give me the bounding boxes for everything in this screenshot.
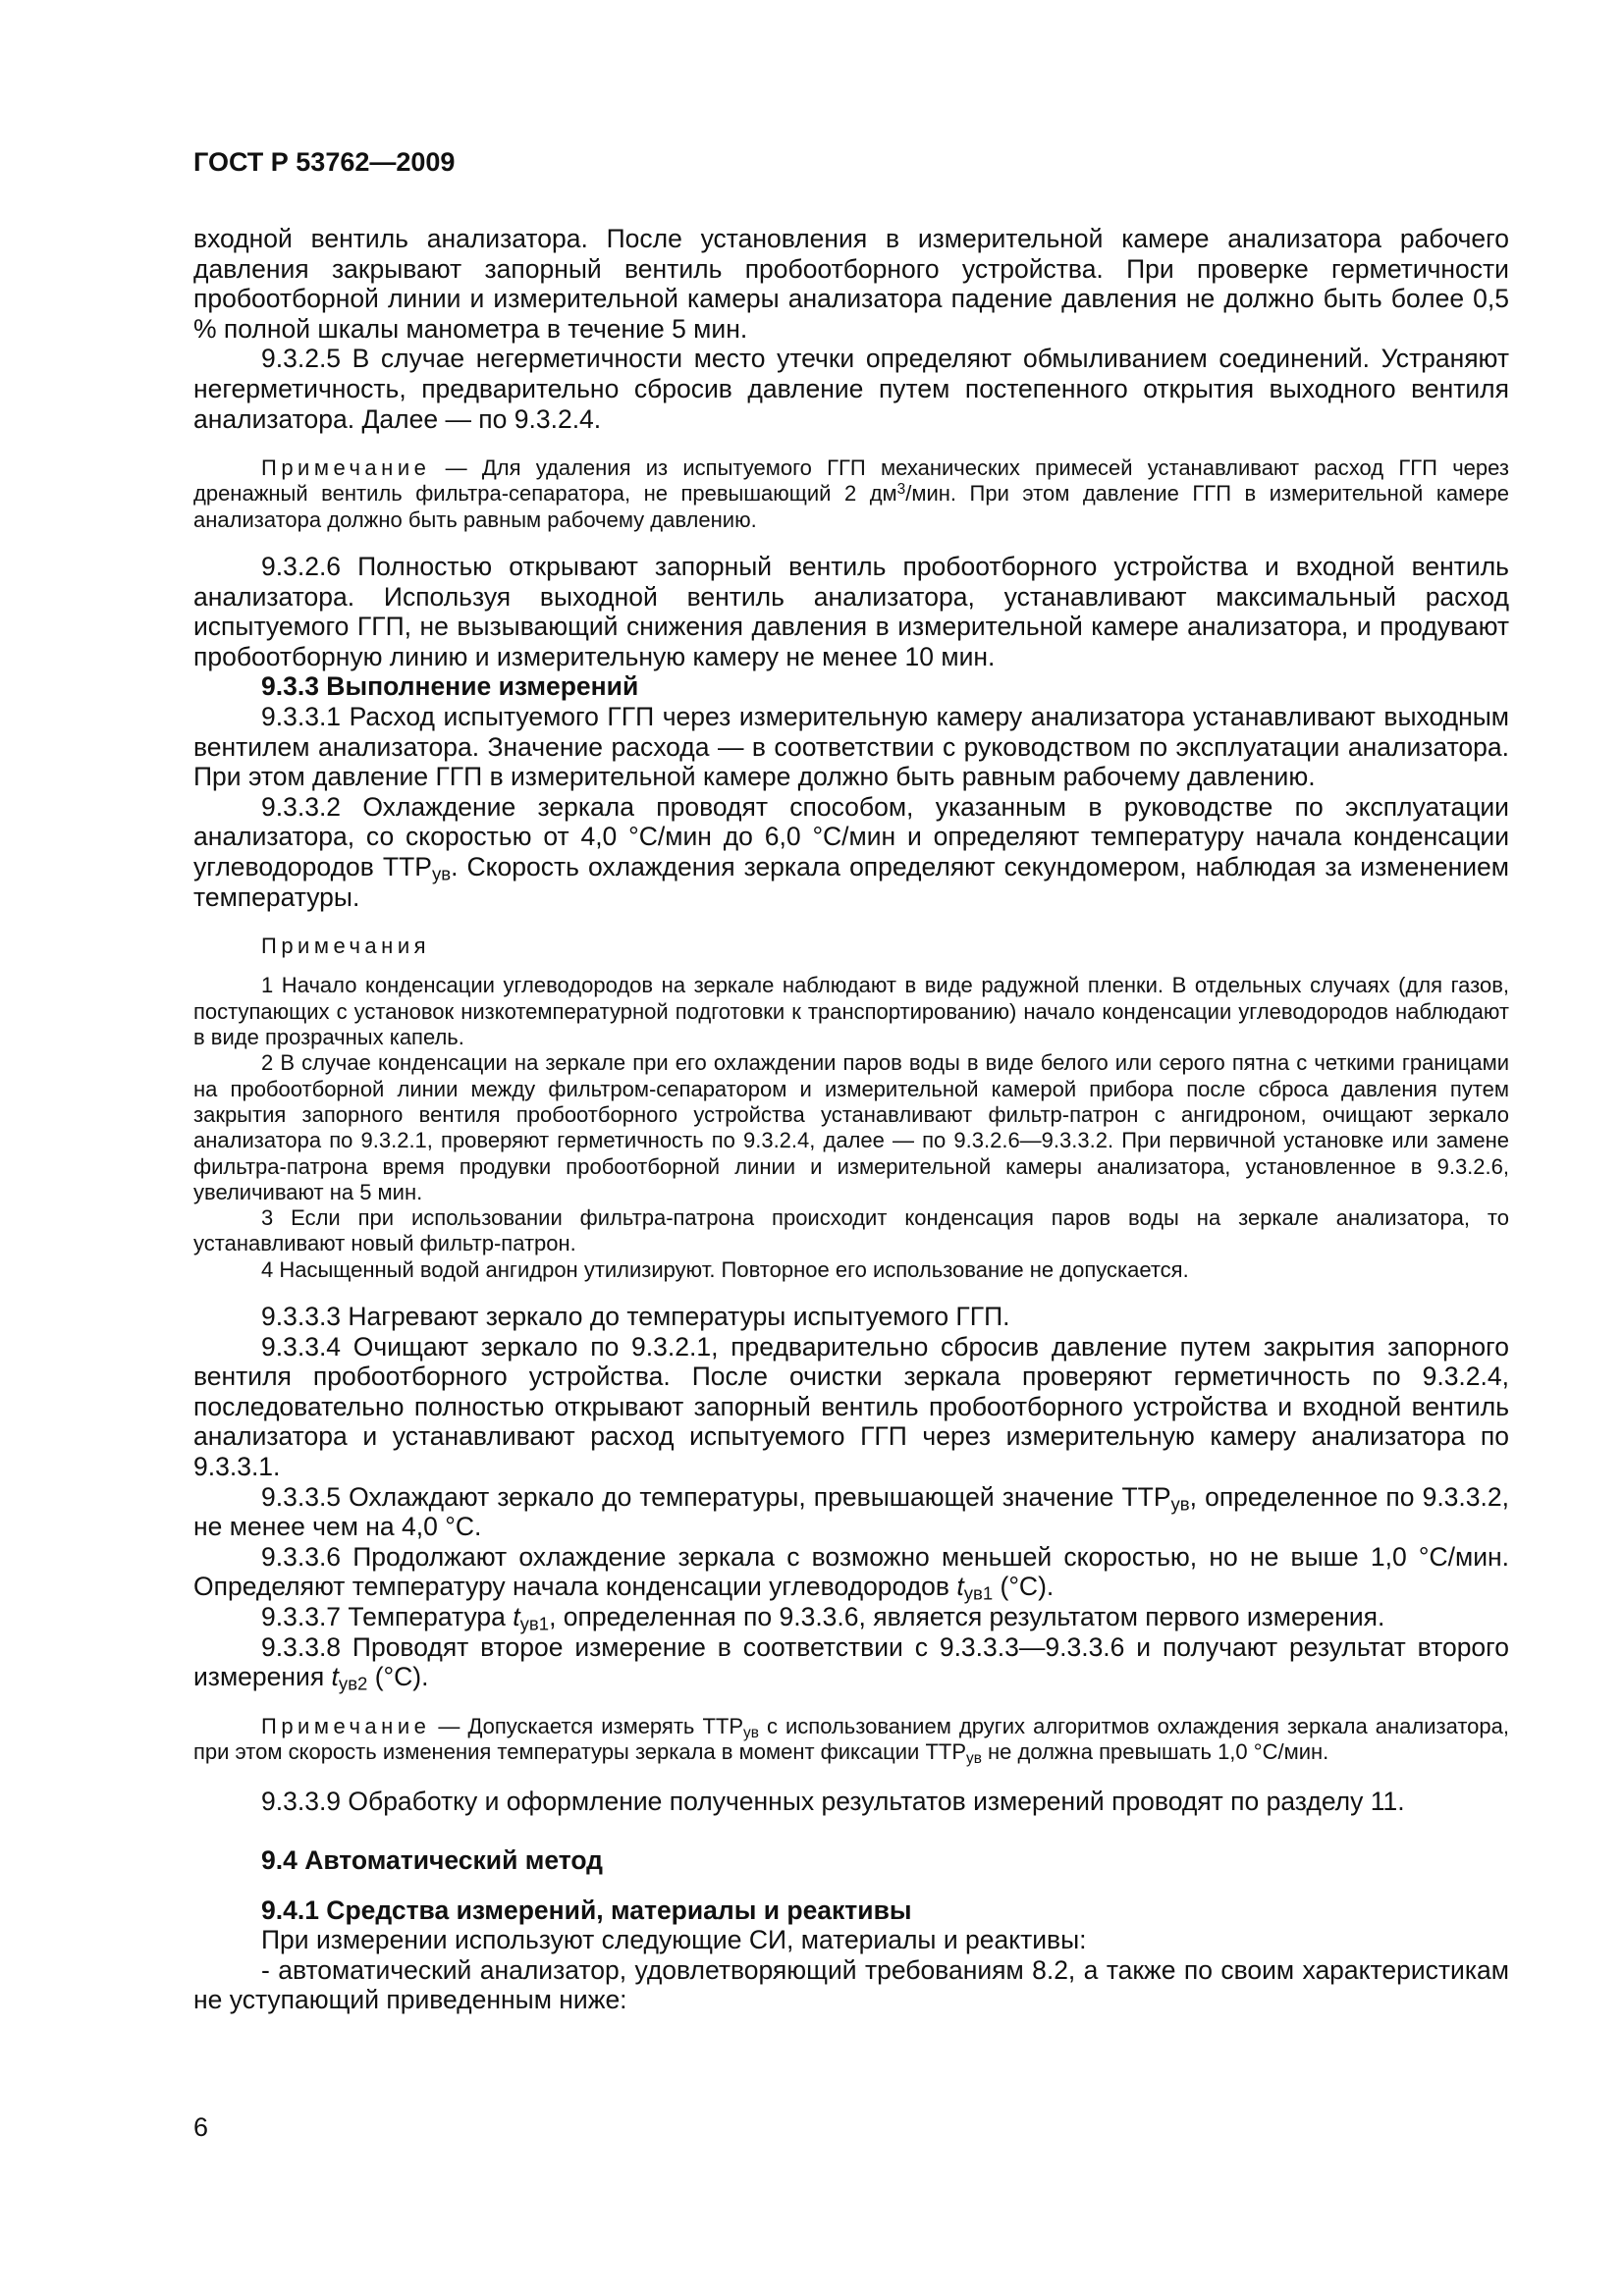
note-2: 2 В случае конденсации на зеркале при его охлаждении паров воды в виде белого или серого пятна с четкими границами на пробоотборной линии между фильтром-сепаратором и измерительной камерой прибора после сброса давления путем закрытия запорного вентиля пробоотборного устройства устанавливают фильтр-патрон с ангидроном, очищают зеркало анализатора по 9.3.2.1, проверяют герметичность по 9.3.2.4, далее — по 9.3.2.6—9.3.3.2. При первичной установке или замене фильтра-патрона время продувки пробоотборной линии и измерительной камеры анализатора, установленное в 9.3.2.6, увеличивают на 5 мин.	[193, 1050, 1509, 1204]
paragraph-9-3-3-1: 9.3.3.1 Расход испытуемого ГГП через измерительную камеру анализатора устанавливают выходным вентилем анализатора. Значение расхода — в соответствии с руководством по эксплуатации анализатора. При этом давление ГГП в измерительной камере должно быть равным рабочему давлению.	[193, 702, 1509, 792]
subscript-2: ув	[966, 1749, 982, 1767]
notes-label	[193, 934, 1509, 959]
note-text-c: не должна превышать 1,0 °С/мин.	[981, 1739, 1329, 1765]
symbol-t: t	[513, 1601, 520, 1631]
paragraph-continuation: входной вентиль анализатора. После установления в измерительной камере анализатора рабочего давления закрывают запорный вентиль пробоотборного устройства. При проверке герметичности пробоотборной линии и измерительной камеры анализатора падение давления не должно быть более 0,5 % полной шкалы манометра в течение 5 мин.	[193, 224, 1509, 344]
note-4: 4 Насыщенный водой ангидрон утилизируют. Повторное его использование не допускается.	[261, 1256, 1189, 1282]
heading-9-4: 9.4 Автоматический метод	[261, 1844, 604, 1875]
text-b: (°С).	[993, 1572, 1055, 1602]
document-body	[193, 224, 1509, 2015]
notes-label-text: Примечания	[261, 934, 431, 959]
subscript: ув1	[963, 1583, 994, 1604]
standard-header: ГОСТ Р 53762—2009	[193, 147, 456, 177]
subscript: ув2	[338, 1673, 368, 1694]
page-number: 6	[193, 2112, 209, 2142]
subscript: ув	[431, 863, 452, 884]
text-b: (°С).	[367, 1662, 429, 1692]
paragraph-9-3-3-9: 9.3.3.9 Обработку и оформление полученных результатов измерений проводят по разделу 11.	[261, 1787, 1405, 1817]
note-3: 3 Если при использовании фильтра-патрона происходит конденсация паров воды на зеркале анализатора, то устанавливают новый фильтр-патрон.	[193, 1205, 1509, 1256]
paragraph-instruments-intro: При измерении используют следующие СИ, материалы и реактивы:	[261, 1925, 1087, 1955]
paragraph-9-3-2-6: 9.3.2.6 Полностью открывают запорный вентиль пробоотборного устройства и входной вентиль анализатора. Используя выходной вентиль анализатора, устанавливают максимальный расход испытуемого ГГП, не вызывающий снижения давления в измерительной камере анализатора, и продувают пробоотборную линию и измерительную камеру не менее 10 мин.	[193, 552, 1509, 671]
note-text-a: — Для удаления из испытуемого ГГП механических примесей устанавливают расход ГГП через дренажный вентиль фильтра-сепаратора, не превышающий 2 дм	[193, 455, 1509, 507]
list-item-analyzer: - автоматический анализатор, удовлетворяющий требованиям 8.2, а также по своим характеристикам не уступающий приведенным ниже:	[193, 1954, 1509, 2015]
note-label: Примечание	[261, 1713, 431, 1738]
note-text-b: с использованием других алгоритмов охлаждения зеркала анализатора, при этом скорость изменения температуры зеркала в момент фиксации ТТР	[193, 1713, 1509, 1765]
text-tail: . Скорость охлаждения зеркала определяют секундомером, наблюдая за изменением температуры.	[193, 851, 1509, 912]
note-text-b: /мин. При этом давление ГГП в измерительной камере анализатора должно быть равным рабочему давлению.	[193, 481, 1509, 532]
symbol-t: t	[956, 1572, 964, 1602]
text-b: , определенное по 9.3.3.2, не менее чем на 4,0 °С.	[193, 1481, 1509, 1542]
text-a: 9.3.3.5 Охлаждают зеркало до температуры, превышающей значение ТТР	[261, 1481, 1171, 1512]
subscript-1: ув	[743, 1724, 759, 1741]
text-a: 9.3.3.6 Продолжают охлаждение зеркала с возможно меньшей скоростью, но не выше 1,0 °С/мин. Определяют температуру начала конденсации углеводородов	[193, 1541, 1509, 1602]
paragraph-9-3-3-8	[193, 1632, 1509, 1692]
paragraph-9-3-3-2	[193, 792, 1509, 912]
note-algorithm	[193, 1714, 1509, 1766]
note-sup: 3	[896, 481, 906, 499]
subscript: ув	[1170, 1493, 1190, 1515]
note-text-a: — Допускается измерять ТТР	[430, 1713, 743, 1738]
text-a: 9.3.3.7 Температура	[261, 1601, 514, 1631]
note-filter-separator	[193, 455, 1509, 533]
paragraph-9-3-3-7	[193, 1602, 1509, 1632]
paragraph-9-3-3-4: 9.3.3.4 Очищают зеркало по 9.3.2.1, предварительно сбросив давление путем закрытия запорного вентиля пробоотборного устройства. После очистки зеркала проверяют герметичность по 9.3.2.4, последовательно полностью открывают запорный вентиль пробоотборного устройства и входной вентиль анализатора и устанавливают расход испытуемого ГГП через измерительную камеру анализатора по 9.3.3.1.	[193, 1331, 1509, 1481]
symbol-t: t	[331, 1662, 339, 1692]
text-b: , определенная по 9.3.3.6, является результатом первого измерения.	[549, 1601, 1385, 1631]
paragraph-9-3-3-3: 9.3.3.3 Нагревают зеркало до температуры испытуемого ГГП.	[261, 1302, 1010, 1332]
paragraph-9-3-3-6	[193, 1542, 1509, 1602]
heading-9-3-3: 9.3.3 Выполнение измерений	[261, 671, 639, 702]
text: 9.3.3.2 Охлаждение зеркала проводят способом, указанным в руководстве по эксплуатации анализатора, со скоростью от 4,0 °С/мин до 6,0 °С/мин и определяют температуру начала конденсации углеводородов ТТР	[193, 791, 1509, 881]
paragraph-9-3-3-5	[193, 1482, 1509, 1542]
text-a: 9.3.3.8 Проводят второе измерение в соответствии с 9.3.3.3—9.3.3.6 и получают результат второго измерения	[193, 1631, 1509, 1692]
heading-9-4-1: 9.4.1 Средства измерений, материалы и реактивы	[261, 1895, 912, 1925]
paragraph-9-3-2-5: 9.3.2.5 В случае негерметичности место утечки определяют обмыливанием соединений. Устраняют негерметичность, предварительно сбросив давление путем постепенного открытия выходного вентиля анализатора. Далее — по 9.3.2.4.	[193, 344, 1509, 434]
note-label: Примечание	[261, 455, 431, 481]
subscript: ув1	[519, 1613, 550, 1634]
note-1: 1 Начало конденсации углеводородов на зеркале наблюдают в виде радужной пленки. В отдельных случаях (для газов, поступающих с установок низкотемпературной подготовки к транспортированию) начало конденсации углеводородов наблюдают в виде прозрачных капель.	[193, 973, 1509, 1050]
